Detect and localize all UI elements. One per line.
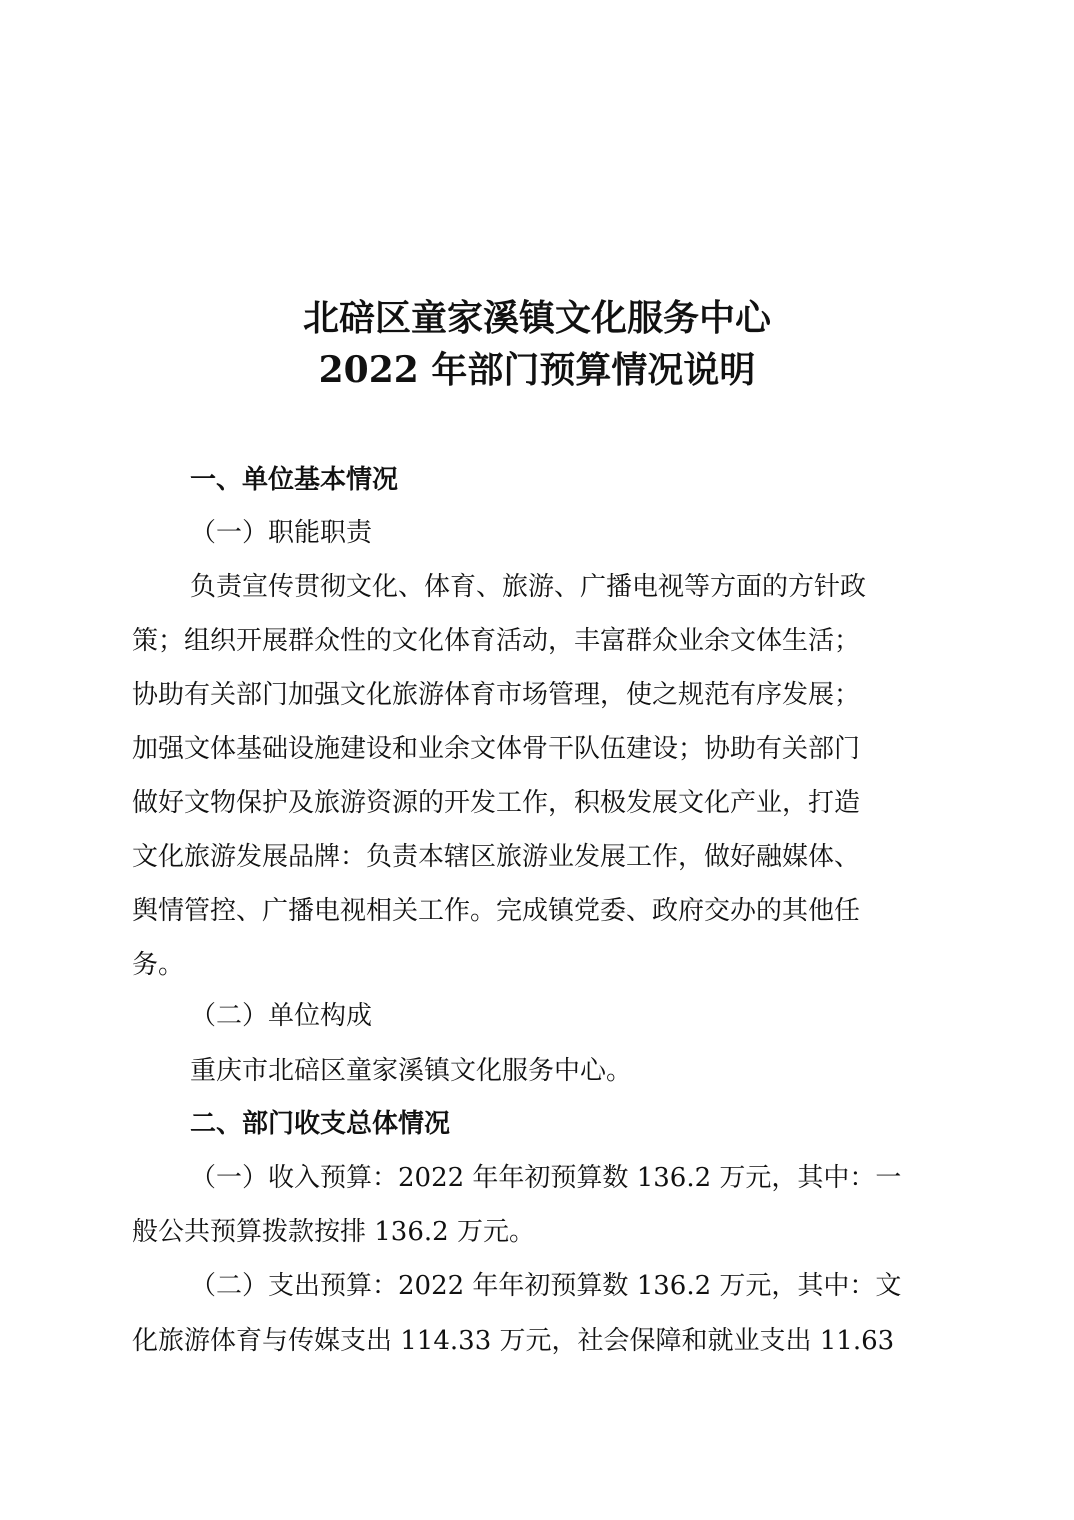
duties-paragraph-line: 负责宣传贯彻文化、体育、旅游、广播电视等方面的方针政 bbox=[190, 572, 867, 602]
composition-text: 重庆市北碚区童家溪镇文化服务中心。 bbox=[190, 1056, 633, 1086]
income-budget-line-2: 般公共预算拨款按排 136.2 万元。 bbox=[132, 1217, 535, 1247]
income-budget-line-1: （一）收入预算：2022 年年初预算数 136.2 万元，其中：一 bbox=[190, 1163, 902, 1193]
duties-paragraph-line: 加强文体基础设施建设和业余文体骨干队伍建设；协助有关部门 bbox=[132, 734, 861, 764]
document-title-line-1: 北碚区童家溪镇文化服务中心 bbox=[302, 297, 771, 339]
section-2-heading: 二、部门收支总体情况 bbox=[190, 1109, 451, 1139]
section-1-heading: 一、单位基本情况 bbox=[190, 465, 399, 495]
duties-paragraph-line: 协助有关部门加强文化旅游体育市场管理，使之规范有序发展； bbox=[132, 680, 861, 710]
document-title-line-2: 2022 年部门预算情况说明 bbox=[318, 349, 756, 391]
duties-paragraph-line: 策；组织开展群众性的文化体育活动，丰富群众业余文体生活； bbox=[132, 626, 861, 656]
duties-paragraph-line: 做好文物保护及旅游资源的开发工作，积极发展文化产业，打造 bbox=[132, 788, 861, 818]
subsection-duties-heading: （一）职能职责 bbox=[190, 518, 373, 548]
expense-budget-line-2: 化旅游体育与传媒支出 114.33 万元，社会保障和就业支出 11.63 bbox=[132, 1326, 895, 1356]
expense-budget-line-1: （二）支出预算：2022 年年初预算数 136.2 万元，其中：文 bbox=[190, 1271, 902, 1301]
duties-paragraph-line: 舆情管控、广播电视相关工作。完成镇党委、政府交办的其他任 bbox=[132, 896, 861, 926]
duties-paragraph-line: 文化旅游发展品牌：负责本辖区旅游业发展工作，做好融媒体、 bbox=[132, 842, 861, 872]
subsection-composition-heading: （二）单位构成 bbox=[190, 1001, 373, 1031]
duties-paragraph-line: 务。 bbox=[132, 950, 185, 980]
